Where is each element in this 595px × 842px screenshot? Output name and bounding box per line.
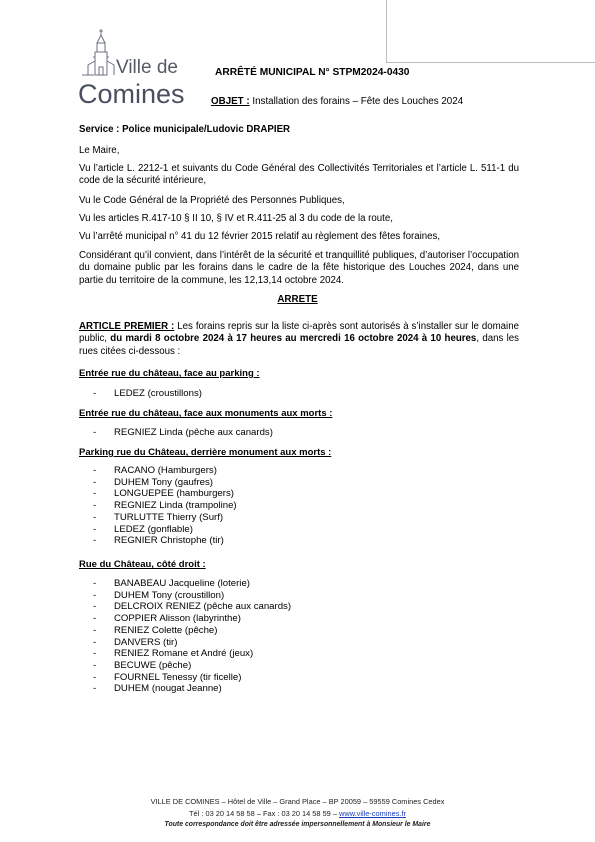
list-item: - DELCROIX RENIEZ (pêche aux canards) (93, 601, 291, 613)
list-item: - RENIEZ Romane et André (jeux) (93, 648, 291, 660)
section-title-entree-parking: Entrée rue du château, face au parking : (79, 368, 260, 379)
list-item: - REGNIER Christophe (tir) (93, 535, 237, 547)
vu-article-cgct: Vu l’article L. 2212-1 et suivants du Code Général des Collectivités Territoriales et l’article L. 511-1 du code de la sécurité intérieure, (79, 163, 519, 187)
section-title-entree-monuments: Entrée rue du château, face aux monuments aux morts : (79, 408, 333, 419)
list-item: - RACANO (Hamburgers) (93, 465, 237, 477)
list-item: - REGNIEZ Linda (trampoline) (93, 500, 237, 512)
footer-phone-fax: Tél : 03 20 14 58 58 – Fax : 03 20 14 58 59 – (189, 809, 340, 818)
list-item: - DUHEM (nougat Jeanne) (93, 683, 291, 695)
list-item: - REGNIEZ Linda (pêche aux canards) (93, 427, 273, 439)
article-dates: du mardi 8 octobre 2024 à 17 heures au mercredi 16 octobre 2024 à 10 heures (110, 333, 477, 345)
ville-de-comines-logo (78, 27, 198, 112)
vu-cgppp: Vu le Code Général de la Propriété des Personnes Publiques, (79, 195, 345, 206)
list-item: - LEDEZ (croustillons) (93, 388, 202, 400)
decree-subject (211, 96, 463, 107)
logo-text-comines: Comines (78, 79, 185, 109)
forains-list-entree-monuments (93, 427, 273, 439)
mayor-line: Le Maire, (79, 145, 120, 156)
list-item: - RENIEZ Colette (pêche) (93, 625, 291, 637)
subject-text: Installation des forains – Fête des Louches 2024 (249, 96, 464, 107)
list-item: - DUHEM Tony (croustillon) (93, 590, 291, 602)
decree-title: ARRÊTÉ MUNICIPAL N° STPM2024-0430 (215, 67, 410, 78)
list-item: - DUHEM Tony (gaufres) (93, 477, 237, 489)
footer-address: VILLE DE COMINES – Hôtel de Ville – Grand Place – BP 20059 – 59559 Comines Cedex (150, 797, 445, 806)
logo-text-ville-de: Ville de (116, 57, 178, 78)
footer-correspondence-note: Toute correspondance doit être adressée impersonnellement à Monsieur le Maire (164, 821, 431, 828)
subject-label: OBJET : (211, 96, 250, 107)
list-item: - FOURNEL Tenessy (tir ficelle) (93, 672, 291, 684)
forains-list-rue-chateau-droit (93, 578, 291, 695)
service-line: Service : Police municipale/Ludovic DRAPIER (79, 124, 291, 135)
church-tower-icon (78, 27, 118, 77)
list-item: - COPPIER Alisson (labyrinthe) (93, 613, 291, 625)
section-title-parking-chateau: Parking rue du Château, derrière monument aux morts : (79, 447, 332, 458)
list-item: - BECUWE (pêche) (93, 660, 291, 672)
list-item: - LONGUEPEE (hamburgers) (93, 488, 237, 500)
list-item: - BANABEAU Jacqueline (loterie) (93, 578, 291, 590)
list-item: - DANVERS (tir) (93, 637, 291, 649)
article-text-end: , dans les rues citées ci-dessous : (79, 333, 519, 357)
considerant-paragraph: Considérant qu’il convient, dans l’intérêt de la sécurité et tranquillité publiques, d’autoriser l’occupation du domaine public par les forains dans le cadre de la fête historique des Louches 2024, dans une partie du territoire de la commune, les 12,13,14 octobre 2024. (79, 250, 519, 286)
article-label: ARTICLE PREMIER : (79, 321, 175, 332)
footer-contact (0, 809, 595, 818)
article-text-start: Les forains repris sur la liste ci-après sont autorisés à s’installer sur le domaine public, (79, 321, 519, 345)
list-item: - TURLUTTE Thierry (Surf) (93, 512, 237, 524)
list-item: - LEDEZ (gonflable) (93, 524, 237, 536)
website-link[interactable]: www.ville-comines.fr (339, 809, 406, 818)
stamp-box (386, 0, 595, 63)
arrete-heading: ARRETE (277, 294, 318, 305)
vu-code-route: Vu les articles R.417-10 § II 10, § IV et R.411-25 al 3 du code de la route, (79, 213, 393, 224)
forains-list-parking-chateau (93, 465, 237, 547)
forains-list-entree-parking (93, 388, 202, 400)
vu-arrete-2015: Vu l’arrêté municipal n° 41 du 12 février 2015 relatif au règlement des fêtes foraines, (79, 231, 441, 242)
article-premier (79, 321, 519, 358)
section-title-rue-chateau-droit: Rue du Château, côté droit : (79, 559, 206, 570)
